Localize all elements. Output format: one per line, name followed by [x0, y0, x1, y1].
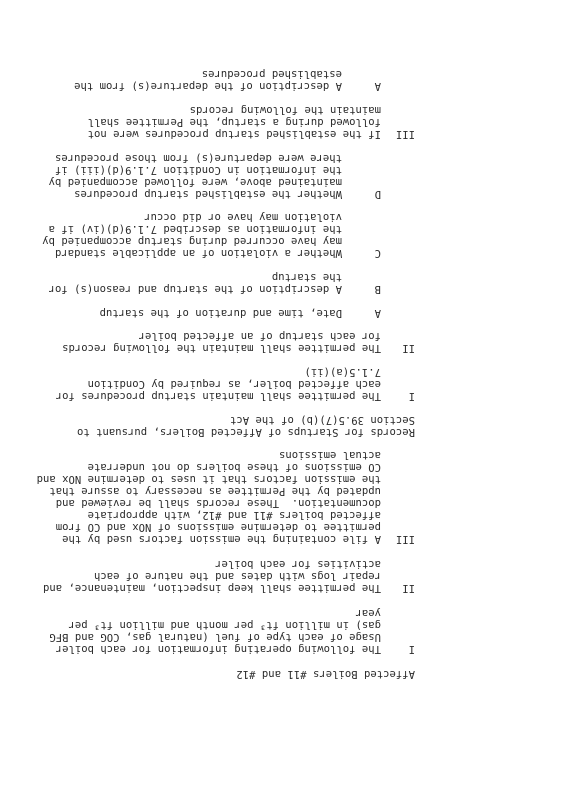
section-text-cont: the emission factors that it uses to determine NOx and	[36, 473, 381, 485]
item-letter: B	[374, 283, 381, 295]
section-text-cont: Usage of each type of fuel (natural gas, COG and BFG	[49, 631, 381, 643]
item-letter: A	[374, 307, 381, 319]
item-text-cont: may have occurred during startup accompanied by	[42, 235, 342, 247]
section-text-cont: permittee to determine emissions of NOx and CO from	[55, 521, 381, 533]
item-text-cont: the startup	[271, 271, 342, 283]
startup-heading-cont: Section 39.5(7)(b) of the Act	[230, 414, 415, 426]
item-text: Date, time and duration of the startup	[99, 307, 342, 319]
section-text: The permittee shall maintain the following records	[62, 342, 381, 354]
item-letter: C	[374, 247, 381, 259]
item-text: A description of the startup and reason(s) for	[48, 283, 342, 295]
item-text: A description of the departure(s) from the	[74, 80, 342, 92]
section-text: The permittee shall keep inspection, maintenance, and	[42, 582, 381, 594]
item-text-cont: maintained above, were followed accompanied by	[48, 176, 342, 188]
item-text-cont: there were departure(s) from those procedures	[54, 152, 342, 164]
item-text-cont: established procedures	[201, 68, 342, 80]
section-text-cont: followed during a startup, the Permittee shall	[87, 116, 381, 128]
section-text-cont: 7.1.5(a)(ii)	[304, 366, 381, 378]
item-letter: D	[374, 188, 381, 200]
document-heading: Affected Boilers #11 and #12	[236, 668, 415, 680]
section-number: II	[402, 582, 415, 594]
section-text-cont: actual emissions	[278, 449, 381, 461]
startup-heading: Records for Startups of Affected Boilers, pursuant to	[76, 426, 415, 438]
section-text-cont: gas) in million ft³ per month and million ft³ per	[68, 619, 381, 631]
section-text: If the established startup procedures were not	[87, 128, 381, 140]
section-text-cont: CO emissions of these boilers do not underrate	[87, 461, 381, 473]
item-text-cont: the information as described 7.1.9(d)(iv) if a	[48, 223, 342, 235]
section-text: The following operating information for each boiler	[55, 643, 381, 655]
section-text-cont: affected boilers #11 and #12, with appropriate	[87, 509, 381, 521]
section-text: The permittee shall maintain startup procedures for	[55, 390, 381, 402]
section-text-cont: documentation. These records shall be reviewed and	[55, 497, 381, 509]
section-text-cont: each affected boiler, as required by Condition	[87, 378, 381, 390]
section-number: I	[408, 643, 415, 655]
section-number: III	[395, 128, 415, 140]
item-text: Whether a violation of an applicable standard	[54, 247, 342, 259]
item-letter: A	[374, 80, 381, 92]
section-number: III	[395, 533, 415, 545]
item-text-cont: the information in Condition 7.1.9(d)(iii) if	[54, 164, 342, 176]
section-text-cont: for each startup of an affected boiler	[138, 330, 381, 342]
section-text-cont: repair logs with dates and the nature of each	[93, 570, 381, 582]
section-number: I	[408, 390, 415, 402]
section-number: II	[402, 342, 415, 354]
section-text-cont: maintain the following records	[189, 104, 381, 116]
section-text-cont: activities for each boiler	[215, 558, 381, 570]
item-text-cont: violation may have or did occur	[144, 211, 342, 223]
section-text-cont: year	[355, 607, 381, 619]
item-text: Whether the established startup procedures	[74, 188, 342, 200]
section-text-cont: updated by the Permittee as necessary to assure that	[49, 485, 381, 497]
section-text: A file containing the emission factors used by the	[62, 533, 381, 545]
